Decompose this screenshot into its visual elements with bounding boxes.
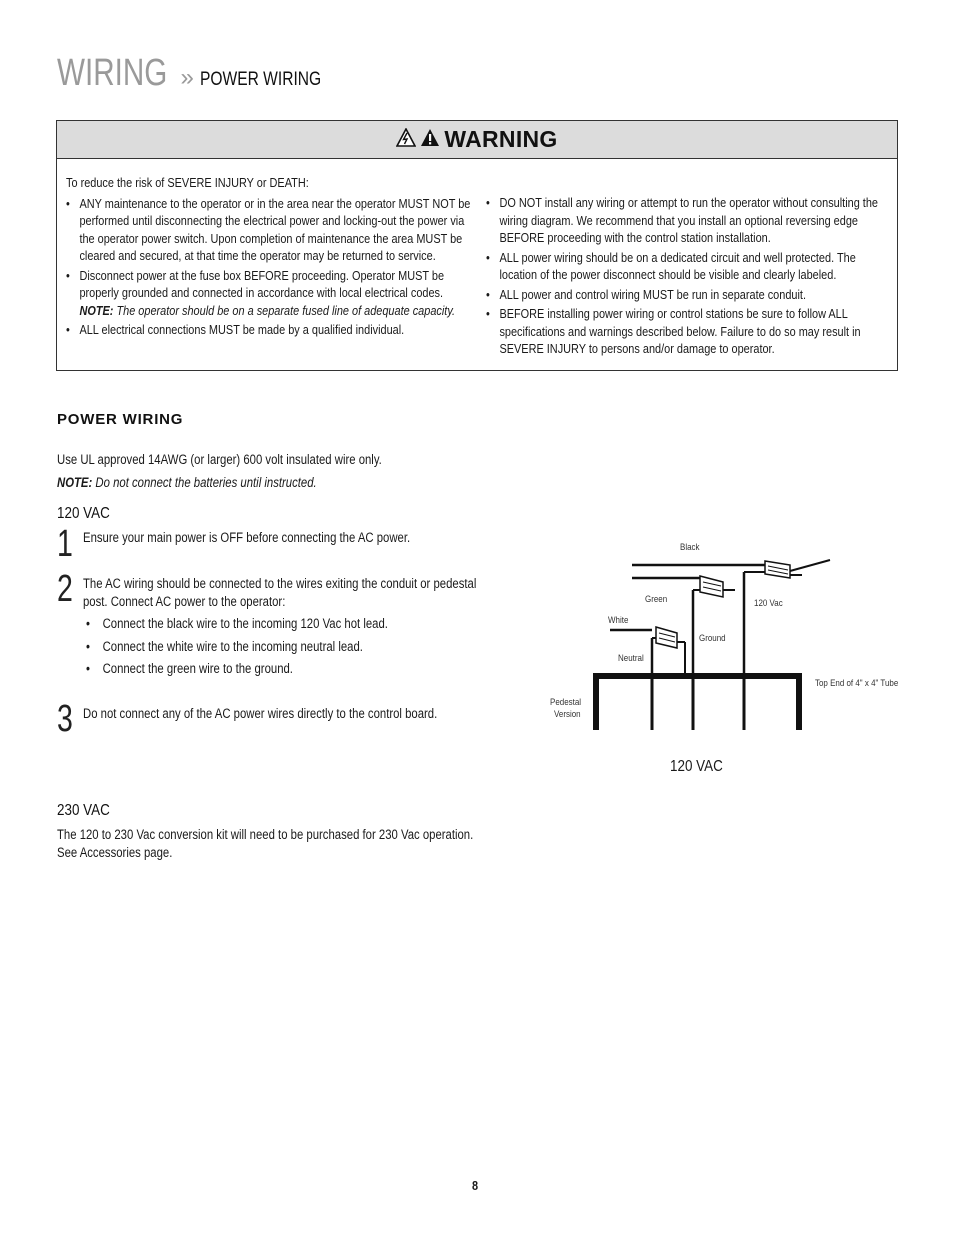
warning-item: • ALL electrical connections MUST be made by a qualified individual.: [66, 321, 471, 339]
warning-box: [56, 120, 898, 371]
wire-spec: Use UL approved 14AWG (or larger) 600 volt insulated wire only.: [57, 452, 382, 467]
label-white: White: [608, 615, 629, 626]
step-bullet-text: Connect the green wire to the ground.: [102, 661, 293, 676]
warning-item: • ALL power wiring should be on a dedicated circuit and well protected. The location of the power disconnect should be visible and clearly labeled.: [486, 249, 891, 284]
warning-item: • BEFORE installing power wiring or control stations be sure to follow ALL specifications and warnings described below. Failure to do so may result in SEVERE INJURY to persons and/or damage to operator.: [486, 305, 891, 358]
vac230-text: See Accessories page.: [57, 845, 173, 860]
battery-note: [57, 475, 317, 490]
step-text: The AC wiring should be connected to the wires exiting the conduit or pedestal: [83, 576, 477, 591]
page-header: [57, 52, 348, 95]
note-label: NOTE:: [79, 302, 114, 318]
label-version: Version: [554, 709, 581, 720]
step-bullet-text: Connect the white wire to the incoming neutral lead.: [102, 639, 363, 654]
label-black: Black: [680, 542, 700, 553]
step-bullet: • Connect the black wire to the incoming 120 Vac hot lead.: [86, 616, 388, 631]
step-number: 1: [57, 523, 73, 565]
step-text: Do not connect any of the AC power wires directly to the control board.: [83, 706, 438, 721]
step-number: 2: [57, 568, 73, 610]
vac230-heading: 230 VAC: [57, 802, 110, 819]
vac230-text: The 120 to 230 Vac conversion kit will need to be purchased for 230 Vac operation.: [57, 827, 474, 842]
step-text: post. Connect AC power to the operator:: [83, 594, 286, 609]
label-120vac: 120 Vac: [754, 598, 783, 609]
page-number: 8: [472, 1178, 479, 1193]
note-text: Do not connect the batteries until instructed.: [92, 475, 317, 490]
warning-item: • ALL power and control wiring MUST be run in separate conduit.: [486, 286, 891, 304]
warning-item: • DO NOT install any wiring or attempt to run the operator without consulting the wiring diagram. We recommend that you install an optional reversing edge BEFORE proceeding with the control station installation.: [486, 194, 891, 247]
page-subtitle: POWER WIRING: [199, 69, 321, 90]
warning-intro: To reduce the risk of SEVERE INJURY or DEATH:: [66, 175, 309, 190]
note-text: The operator should be on a separate fused line of adequate capacity.: [113, 302, 456, 318]
warning-right-column: [486, 194, 891, 360]
label-green: Green: [645, 594, 668, 605]
step-bullet: • Connect the white wire to the incoming neutral lead.: [86, 639, 363, 654]
label-neutral: Neutral: [618, 653, 644, 664]
warning-item: • ANY maintenance to the operator or in the area near the operator MUST NOT be performed until disconnecting the electrical power and locking-out the power via the operator power switch. Upon completion of maintenance the area MUST be cleared and secured, at that time the operator may be returned to service.: [66, 195, 471, 265]
title-separator: »: [180, 64, 194, 91]
warning-item: [66, 267, 471, 320]
warning-item-text: Disconnect power at the fuse box BEFORE proceeding. Operator MUST be properly grounded and connected in accordance with local electrical codes.: [79, 267, 445, 300]
vac120-heading: 120 VAC: [57, 505, 110, 522]
label-tube: Top End of 4" x 4" Tube: [815, 678, 899, 689]
diagram-caption: 120 VAC: [670, 758, 723, 775]
warning-left-column: [66, 174, 471, 341]
electrical-hazard-icon: [396, 128, 416, 152]
step-text: Ensure your main power is OFF before connecting the AC power.: [83, 530, 411, 545]
warning-title: WARNING: [444, 126, 558, 152]
warning-body: [57, 159, 897, 370]
page-title: WIRING: [57, 52, 168, 94]
wiring-diagram: [540, 530, 910, 740]
label-pedestal: Pedestal: [550, 697, 582, 708]
note-label: NOTE:: [57, 475, 93, 490]
warning-triangle-icon: [420, 128, 440, 152]
warning-header: [57, 121, 897, 159]
step-number: 3: [57, 698, 73, 740]
step-bullet: • Connect the green wire to the ground.: [86, 661, 293, 676]
section-title: POWER WIRING: [57, 411, 184, 428]
step-bullet-text: Connect the black wire to the incoming 120 Vac hot lead.: [102, 616, 388, 631]
label-ground: Ground: [699, 633, 726, 644]
